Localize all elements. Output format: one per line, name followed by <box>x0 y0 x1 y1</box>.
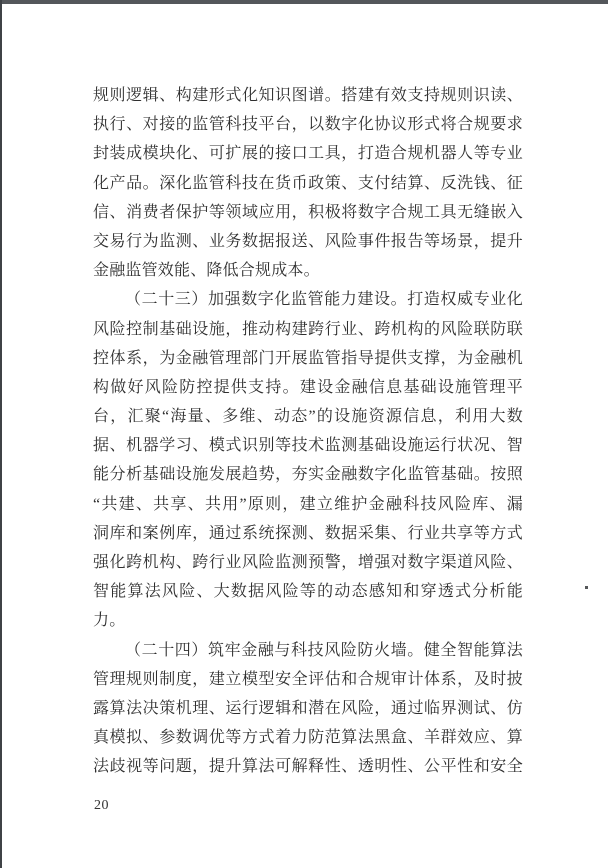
text-line: 交易行为监测、业务数据报送、风险事件报告等场景，提升 <box>93 232 523 250</box>
page-number: 20 <box>94 798 109 813</box>
text-line: 执行、对接的监管科技平台，以数字化协议形式将合规要求 <box>93 116 523 134</box>
body-text <box>93 81 523 782</box>
text-line: 法歧视等问题，提升算法可解释性、透明性、公平性和安全 <box>93 758 523 776</box>
text-line: 化产品。深化监管科技在货币政策、支付结算、反洗钱、征 <box>93 174 523 192</box>
text-line: 金融监管效能、降低合规成本。 <box>93 262 320 280</box>
text-line: 封装成模块化、可扩展的接口工具，打造合规机器人等专业 <box>93 145 523 163</box>
text-line: “共建、共享、共用”原则，建立维护金融科技风险库、漏 <box>93 495 523 513</box>
text-line: 构做好风险防控提供支持。建设金融信息基础设施管理平 <box>93 378 523 396</box>
text-line: 强化跨机构、跨行业风险监测预警，增强对数字渠道风险、 <box>93 554 523 571</box>
text-line: 真模拟、参数调优等方式着力防范算法黑盒、羊群效应、算 <box>93 729 523 747</box>
scan-artifact-dot <box>585 586 588 589</box>
scan-top-edge <box>0 0 608 4</box>
text-line: 控体系，为金融管理部门开展监管指导提供支撑，为金融机 <box>93 349 523 367</box>
text-line: 能分析基础设施发展趋势，夯实金融数字化监管基础。按照 <box>93 466 523 484</box>
text-line: （二十四）筑牢金融与科技风险防火墙。健全智能算法 <box>125 641 523 659</box>
text-line: 力。 <box>93 612 126 630</box>
text-line: 台，汇聚“海量、多维、动态”的设施资源信息，利用大数 <box>93 408 523 426</box>
text-line: 据、机器学习、模式识别等技术监测基础设施运行状况、智 <box>93 437 523 455</box>
text-line: （二十三）加强数字化监管能力建设。打造权威专业化 <box>125 291 523 309</box>
scan-left-edge <box>0 0 2 868</box>
text-line: 智能算法风险、大数据风险等的动态感知和穿透式分析能 <box>93 583 523 601</box>
text-line: 露算法决策机理、运行逻辑和潜在风险，通过临界测试、仿 <box>93 699 523 717</box>
text-line: 信、消费者保护等领域应用，积极将数字合规工具无缝嵌入 <box>93 203 523 221</box>
text-line: 洞库和案例库，通过系统探测、数据采集、行业共享等方式 <box>93 524 523 542</box>
text-line: 风险控制基础设施，推动构建跨行业、跨机构的风险联防联 <box>93 320 523 338</box>
text-line: 规则逻辑、构建形式化知识图谱。搭建有效支持规则识读、 <box>93 87 523 104</box>
text-line: 管理规则制度，建立模型安全评估和合规审计体系，及时披 <box>93 670 523 688</box>
